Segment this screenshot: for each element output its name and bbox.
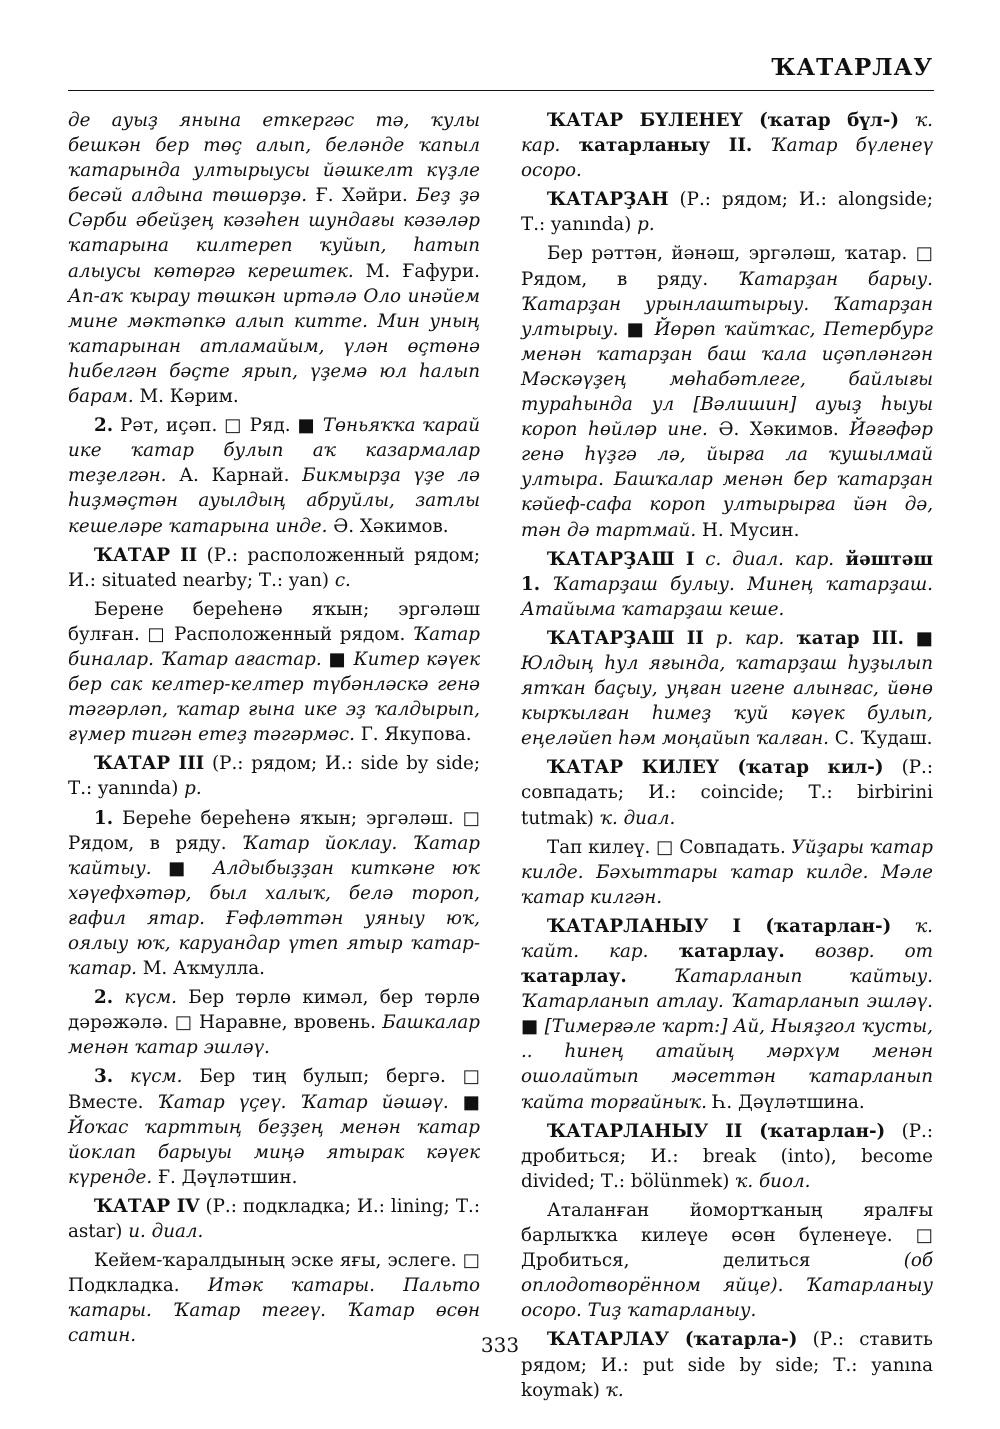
headword: ҠАТАР II [94,544,198,566]
dictionary-paragraph [68,597,480,748]
headword: ҠАТАРЛАУ (ҡатарла-) [547,1329,798,1351]
header-rule [68,90,934,91]
text-run: Ә. Хәкимов. [327,515,449,537]
gloss-marker-icon: □ [915,243,933,265]
italic-text: ҡ. [605,1379,624,1401]
italic-text: с. диал. кар. [694,548,835,570]
example-marker-icon: ■ [297,415,316,437]
headword: ҠАТАРҘАШ I [547,548,695,570]
gloss-marker-icon: □ [462,1250,480,1272]
text-run: Кейем-ҡаралдының эске яғы, эслеге. [94,1250,463,1272]
italic-text: Ҡатарланып ҡайтыу. Ҡатарланып атлау. Ҡатарланып эшләү. [521,966,933,1013]
text-run: М. Ғафури. [353,260,480,282]
example-marker-icon: ■ [521,1016,539,1038]
dictionary-paragraph [521,108,933,183]
italic-text: Башкалар менән ҡатар эшләү. [68,1012,480,1059]
text-run: (Р.: совпадать; И.: coincide; Т.: birbirini tutmak) [521,757,933,829]
text-run: Берене береһенә яҡын; эргәләш булған. [68,598,480,645]
dictionary-paragraph [68,543,480,593]
italic-text: с. [334,569,351,591]
italic-text: ҡ. диал. [599,807,676,829]
headword: йәштәш 1. [521,548,933,595]
text-run: (Р.: рядом; И.: side by side; Т.: yanında) [68,753,481,800]
italic-text: ҡ. биол. [735,1170,811,1192]
example-marker-icon: ■ [462,1091,480,1113]
italic-text: р. кар. [703,627,785,649]
text-run: Бер рәттән, йәнәш, эргәләш, ҡатар. [547,243,916,265]
italic-text: күсм. [113,987,177,1009]
italic-text: Юлдың һул яғында, ҡатарҙаш һуҙылып ятҡан баҫыу, уңған игене алынғас, йөнө кырҡылған һимеҙ ҡуй кәүек булып, еңеләйеп һәм моңайып ҡалған. [521,652,933,750]
example-marker-icon: ■ [328,648,347,670]
italic-text: Төньяҡҡа ҡарай ике ҡатар булып аҡ казармалар теҙелгән. [68,415,480,487]
dictionary-paragraph [68,806,480,982]
headword: ҠАТАРҘАН [547,189,669,211]
italic-text: Йоҡас ҡарттың беҙҙең менән ҡатар йоклап барыуы миңә ятырак кәүек күренде. [68,1116,480,1188]
italic-text: ҡ. ҡайт. кар. [521,915,933,962]
text-run: Бер тиң булып; бергә. [182,1066,463,1088]
dictionary-paragraph [521,547,933,622]
text-run: Ряд. [242,415,298,437]
dictionary-paragraph [521,755,933,830]
italic-text: Беҙ ҙә Сәрби әбейҙең кәзәһен шундағы кәзәләр ҡатарына килтереп ҡуйып, һатып алыусы көтөргә керештек. [68,185,480,282]
italic-text: [Тимерғәле ҡарт:] Ай, Ныяҙгол ҡусты, .. һинең атайың мәрхүм менән ошолайтып мәсеттән ҡатарланып ҡайта торғайныҡ. [521,1016,933,1113]
text-run: С. Ҡудаш. [828,728,933,750]
dictionary-paragraph [521,1198,933,1323]
sense-number: 1. [94,807,114,829]
gloss-marker-icon: □ [656,836,674,858]
example-marker-icon: ■ [915,627,934,649]
text-run: Рәт, иҫәп. [113,415,225,437]
sense-number: 2. [94,415,114,437]
example-marker-icon: ■ [626,318,647,340]
text-run: Совпадать. [673,836,792,858]
dictionary-paragraph [521,626,933,751]
italic-text: (об оплодотворённом яйце). Ҡатарланыу осоро. Тиҙ ҡатарланыу. [521,1250,933,1322]
italic-text: Китер кәүек бер сак келтер-келтер түбәнләскә генә тәгәрләп, ҡатар ғына ике эҙ ҡалдырып, ғүмер тигән етеҙ тәгәрмәс. [68,648,480,746]
right-column [521,108,933,1407]
text-run: Ә. Хәкимов. [707,419,850,441]
text-run: Ғ. Дәүләтшин. [152,1166,298,1188]
italic-text: Ҡатар йоклау. Ҡатар ҡайтыу. [68,832,480,879]
text-run: Аталанған йомортҡаның яралғы барлыҡҡа килеүе өсөн бүленеүе. [521,1199,933,1247]
gloss-marker-icon: □ [174,1012,193,1034]
text-run: Г. Якупова. [354,724,472,746]
text-run: (Р.: рядом; И.: alongside; Т.: yanında) [521,189,933,236]
italic-text: Йәғәфәр генә һүҙгә лә, йырға ла ҡушылмай ултыра. Башҡалар менән бер ҡатарҙан кәйеф-сафа короп ултырырға йән дә, тән дә тартмай. [521,419,933,541]
italic-text: күсм. [113,1066,183,1088]
dictionary-paragraph [68,413,480,538]
text-run: Тап килеү. [547,836,657,858]
text-run [904,628,916,649]
text-run: Бер төрлө кимәл, бер төрлө дәрәжәлә. [68,987,480,1034]
text-run: Вместе. [68,1091,158,1113]
italic-text: р. [637,214,655,236]
left-column [68,108,480,1353]
dictionary-paragraph [68,108,480,409]
italic-text: Ҡатар биналар. Ҡатар ағастар. [68,623,481,670]
gloss-marker-icon: □ [462,807,480,829]
text-run: (Р.: подкладка; И.: lining; Т.: astar) [68,1195,480,1243]
italic-text: Ҡатар бүленеү осоро. [521,135,933,182]
dictionary-paragraph [68,1194,480,1244]
dictionary-paragraph [68,985,480,1060]
text-run: (Р.: дробиться; И.: break (into), become divided; Т.: bölünmek) [521,1120,933,1192]
headword: ҡатарланыу II. [560,135,753,157]
italic-text: де ауыҙ янына еткергәс тә, ҡулы бешкән бер төҫ алып, беләнде ҡапыл ҡатарында ултырыусы йәшкелт күҙле бесәй алдына төшөрҙө. [68,110,480,207]
running-head: ҠАТАРЛАУ [771,54,933,81]
headword: ҡатарлау. [521,966,627,988]
italic-text: Алдыбыҙҙан киткәне юҡ хәүефхәтәр, был халыҡ, белә тороп, ғафил ятар. Ғәфләттән уяныу юҡ, оялыу юҡ, каруандар үтеп ятыр ҡатар-ҡатар. [68,857,480,980]
dictionary-paragraph [521,241,933,542]
text-run: М. Кәрим. [133,386,239,408]
italic-text: и. диал. [128,1221,204,1243]
text-run: Рядом, в ряду. [68,832,243,854]
text-run: Наравне, вровень. [192,1012,383,1034]
headword: ҠАТАР III [94,753,205,775]
text-run: (Р.: расположенный рядом; И.: situated nearby; Т.: yan) [68,544,480,591]
dictionary-paragraph [521,1119,933,1194]
text-run: Һ. Дәүләтшина. [706,1091,865,1113]
example-marker-icon: ■ [168,857,197,879]
text-run: Н. Мусин. [696,519,800,541]
headword: ҠАТАРЛАНЫУ II (ҡатарлан-) [547,1120,886,1142]
dictionary-paragraph [521,914,933,1115]
italic-text: Ҡатар үҫеү. Ҡатар йәшәү. [157,1091,463,1113]
italic-text: возвр. от [784,941,933,962]
text-run: А. Карнай. [166,465,303,487]
italic-text: Йөрөп ҡайтҡас, Петербург менән ҡатарҙан баш ҡала иҫәпләнгән Мәскәүҙең мөһабәтлеге, байлығы тураһында ул [Вәлишин] ауыҙ һыуы короп һөйләр ине. [521,318,933,441]
gloss-marker-icon: □ [462,1066,480,1088]
text-run: Рядом, в ряду. [521,268,739,290]
dictionary-paragraph [521,187,933,237]
italic-text: ҡ. кар. [521,110,933,157]
italic-text: Итәк ҡатары. Пальто ҡатары. Ҡатар тегеү. Ҡатар өсөн сатин. [68,1275,480,1347]
sense-number: 2. [94,987,114,1009]
dictionary-paragraph [68,751,480,801]
headword: ҡатарлау. [648,941,785,962]
text-run: Подкладка. [68,1275,208,1297]
italic-text: Ҡатарҙаш булыу. Минең ҡатарҙаш. Атайыма ҡатарҙаш кеше. [521,573,933,620]
headword: ҠАТАР КИЛЕҮ (ҡатар кил-) [547,757,884,779]
text-run: Расположенный рядом. [166,623,413,645]
gloss-marker-icon: □ [224,415,243,437]
headword: ҠАТАР БҮЛЕНЕҮ (ҡатар бүл-) [547,110,900,131]
italic-text: Ҡатарҙан барыу. Ҡатарҙан урынлаштырыу. Ҡатарҙан ултырыу. [521,268,933,340]
italic-text: Бикмырҙа үҙе лә һиҙмәҫтән ауылдың абруйлы, затлы кешеләре ҡатарына инде. [68,465,480,537]
headword: ҠАТАР IV [94,1195,200,1217]
text-run: (Р.: ставить рядом; И.: put side by side; Т.: yanına koymak) [521,1329,933,1401]
headword: ҡатар III. [784,627,904,649]
text-run: Ғ. Хәйри. [307,185,417,207]
gloss-marker-icon: □ [147,623,167,645]
dictionary-paragraph [68,1064,480,1189]
headword: ҠАТАРҘАШ II [547,627,704,649]
gloss-marker-icon: □ [915,1225,933,1247]
sense-number: 3. [94,1066,114,1088]
italic-text: Ап-аҡ ҡырау төшкән иртәлә Оло инәйем мине мәктәпкә алып китте. Мин уның ҡатарынан атламайым, үлән өҫтөнә һибелгән бәҫте ярып, үҙемә юл һалып барам. [68,285,480,408]
page-number: 333 [480,1333,520,1357]
dictionary-paragraph [521,835,933,910]
text-run: М. Аҡмулла. [136,958,265,980]
text-run: Дробиться, делиться [521,1250,904,1272]
italic-text: р. [184,778,202,800]
headword: ҠАТАРЛАНЫУ I (ҡатарлан-) [547,915,892,937]
italic-text: Уйҙары ҡатар килде. Бәхыттары ҡатар килде. Мәле ҡатар килгән. [521,836,933,908]
text-run: Береһе береһенә яҡын; эргәләш. [113,807,463,829]
